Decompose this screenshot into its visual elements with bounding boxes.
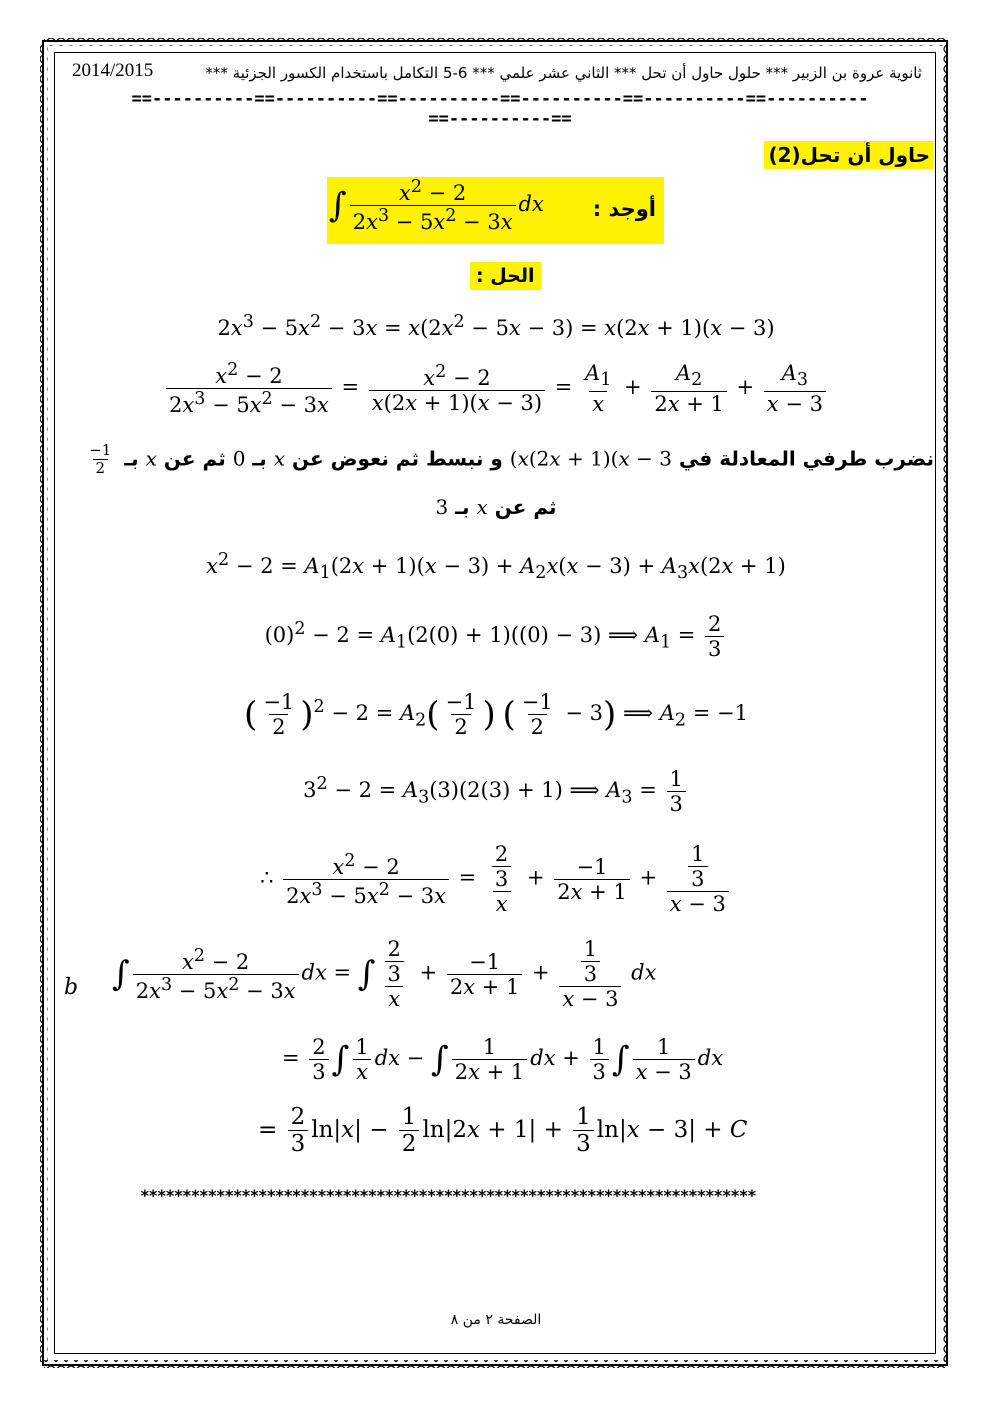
question-box bbox=[327, 177, 664, 244]
a1-equation: $(0)^2 - 2 = A_1(2(0) + 1)((0) - 3)$ ⟹ $A_1$ = $\frac{2}{3}$ bbox=[0, 612, 992, 661]
question-integral: ∫ $\frac{x^2 - 2}{2x^3 - 5x^2 - 3x}$ dx bbox=[329, 177, 544, 235]
factorization-equation: $2x^3 - 5x^2 - 3x = x(2x^2 - 5x - 3) = x(2x + 1)(x - 3)$ bbox=[217, 312, 775, 340]
a3-equation: $3^2 - 2 = A_3(3)(2(3) + 1)$ ⟹ $A_3$ = $\frac{1}{3}$ bbox=[0, 767, 992, 816]
integral-result: = $\frac{2}{3}$ ln|x| − $\frac{1}{2}$ ln|2x + 1| + $\frac{1}{3}$ ln|x − 3| + C bbox=[258, 1104, 748, 1158]
identity-equation: $x^2 - 2 = A_1(2x + 1)(x - 3) + A_2x(x - 3) + A_3x(2x + 1)$ bbox=[206, 550, 786, 584]
partial-fraction-setup: $\frac{x^2 - 2}{2x^3 - 5x^2 - 3x}$ = $\frac{x^2 - 2}{x(2x + 1)(x - 3)}$ = $\frac{A_1}{x}$ + $\frac{A_2}{2x + 1}$ + $\frac{A_3}{x - 3}$ bbox=[0, 360, 992, 417]
part-b-label: b bbox=[64, 975, 79, 1000]
page-number: الصفحة ٢ من ٨ bbox=[450, 1312, 542, 1328]
star-separator: ************************************************************************* bbox=[140, 1186, 756, 1205]
instruction-line-1: نضرب طرفي المعادلة في (x(2x + 1)(x − 3 و نبسط ثم نعوض عن x بـ 0 ثم عن x بـ $\frac{-1}{2}$ bbox=[89, 441, 934, 478]
a2-equation: ( $\frac{-1}{2}$ )$^2 - 2 = A_2$( $\frac{-1}{2}$ ) ( $\frac{-1}{2}$ − 3) ⟹ $A_2 = -1$ bbox=[244, 690, 748, 740]
header-divider: ==----------==----------==----------==----------==----------==----------==----------== bbox=[131, 89, 869, 129]
instruction-line-2: ثم عن x بـ 3 bbox=[435, 495, 557, 519]
school-year: 2014/2015 bbox=[72, 60, 154, 81]
page-header bbox=[72, 60, 922, 88]
exercise-title: حاول أن تحل(2) bbox=[764, 141, 934, 169]
solution-label: الحل : bbox=[470, 262, 541, 290]
decomposition-result: ∴ $\frac{x^2 - 2}{2x^3 - 5x^2 - 3x}$ = $\frac{\frac{2}{3}}{x}$ + $\frac{-1}{2x + 1}$ + $\frac{\frac{1}{3}}{x - 3}$ bbox=[0, 842, 992, 916]
question-label: أوجد : bbox=[592, 197, 656, 221]
integral-step-1: ∫ $\frac{x^2 - 2}{2x^3 - 5x^2 - 3x}$ dx = ∫ $\frac{\frac{2}{3}}{x}$ + $\frac{-1}{2x + 1}$ + $\frac{\frac{1}{3}}{x - 3}$ dx bbox=[112, 937, 657, 1012]
integral-step-2: = $\frac{2}{3}$ ∫ $\frac{1}{x}$ dx − ∫ $\frac{1}{2x + 1}$ dx + $\frac{1}{3}$ ∫ $\frac{1}{x - 3}$ dx bbox=[282, 1035, 724, 1085]
header-title: ثانوية عروة بن الزبير *** حلول حاول أن تحل *** الثاني عشر علمي *** 6-5 التكامل باستخدام الكسور الجزئية *** bbox=[205, 64, 922, 82]
